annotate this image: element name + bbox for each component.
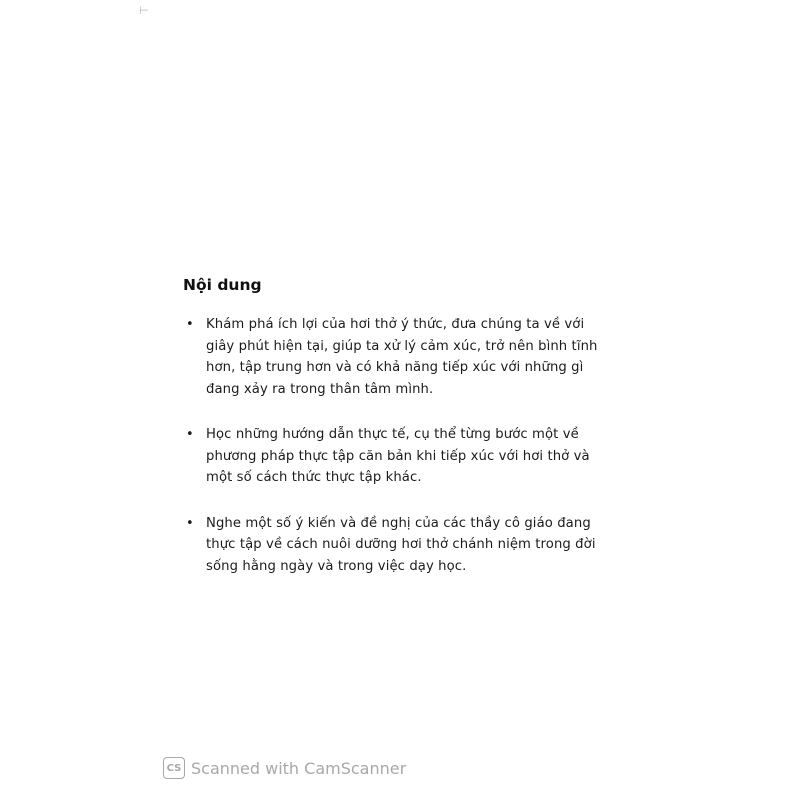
corner-mark: ⊢ xyxy=(139,4,149,17)
list-item-line: giây phút hiện tại, giúp ta xử lý cảm xúc, trở nên bình tĩnh xyxy=(206,338,598,354)
camscanner-watermark xyxy=(163,757,406,779)
list-item-line: đang xảy ra trong thân tâm mình. xyxy=(206,381,434,397)
list-item xyxy=(183,314,623,400)
list-item xyxy=(183,513,623,578)
list-item-line: thực tập về cách nuôi dưỡng hơi thở chánh niệm trong đời xyxy=(206,537,596,552)
bullet-dot: • xyxy=(186,317,194,332)
list-item-line: hơn, tập trung hơn và có khả năng tiếp xúc với những gì xyxy=(206,360,584,375)
bullet-dot: • xyxy=(186,427,194,442)
list-item xyxy=(183,424,623,489)
content-section xyxy=(183,276,623,601)
camscanner-logo-icon: CS xyxy=(163,757,185,779)
list-item-line: một số cách thức thực tập khác. xyxy=(206,470,422,485)
list-item-line: sống hằng ngày và trong việc dạy học. xyxy=(206,558,467,574)
list-item-line: Học những hướng dẫn thực tế, cụ thể từng bước một về xyxy=(206,427,579,442)
watermark-text: Scanned with CamScanner xyxy=(191,758,407,778)
list-item-line: Nghe một số ý kiến và đề nghị của các thầy cô giáo đang xyxy=(206,515,591,531)
list-item-line: Khám phá ích lợi của hơi thở ý thức, đưa chúng ta về với xyxy=(206,317,585,332)
section-title: Nội dung xyxy=(183,276,262,294)
bullet-dot: • xyxy=(186,515,194,531)
bullet-list xyxy=(183,314,623,577)
list-item-line: phương pháp thực tập căn bản khi tiếp xúc với hơi thở và xyxy=(206,448,590,464)
